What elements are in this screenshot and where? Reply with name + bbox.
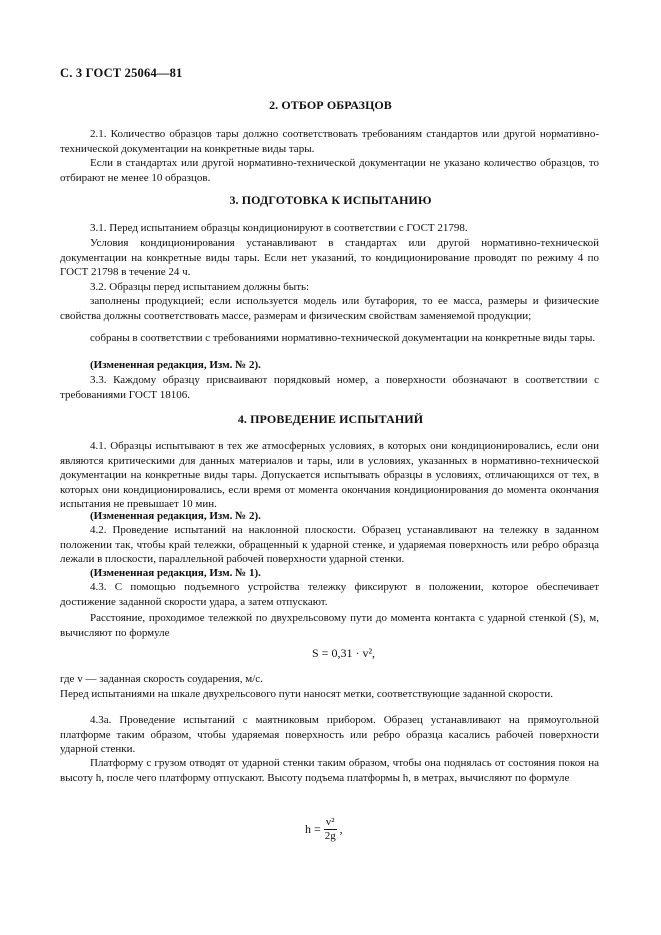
paragraph-3-3: 3.3. Каждому образцу присваивают порядковый номер, а поверхности обозначают в соответствии с требованиями ГОСТ 18106. — [60, 374, 599, 401]
paragraph-4-3: 4.3. С помощью подъемного устройства тележку фиксируют в положении, которое обеспечивает достижение заданной скорости удара, а затем отпускают. — [60, 581, 599, 608]
paragraph-3-2: 3.2. Образцы перед испытанием должны быть: — [90, 281, 310, 293]
paragraph-4-3a: 4.3а. Проведение испытаний с маятниковым прибором. Образец устанавливают на прямоугольной платформе таким образом, чтобы ударяемая поверхность или ребро образца касались рабочей поверхности ударной стенки. — [60, 714, 599, 756]
formula-distance: S = 0,31 · v², — [312, 646, 376, 660]
amendment-note-3: (Измененная редакция, Изм. № 2). — [90, 359, 261, 371]
formula-height — [305, 816, 343, 843]
section-2-title: 2. ОТБОР ОБРАЗЦОВ — [269, 98, 392, 112]
paragraph-track-marks: Перед испытаниями на шкале двухрельсового пути наносят метки, соответствующие заданной скорости. — [60, 688, 554, 700]
paragraph-3-1-conditions: Условия кондиционирования устанавливают в стандартах или другой нормативно-технической документации на конкретные виды тары. Если нет указаний, то кондиционирование проводят по режиму 4 по ГОСТ 21798 в течение 24 ч. — [60, 237, 599, 279]
paragraph-4-3a-platform: Платформу с грузом отводят от ударной стенки таким образом, чтобы она поднялась от состояния покоя на высоту h, после чего платформу отпускают. Высоту подъема платформы h, в метрах, вычисляют по формуле — [60, 757, 599, 784]
formula-height-numerator: v² — [325, 816, 335, 828]
section-4-title: 4. ПРОВЕДЕНИЕ ИСПЫТАНИЙ — [237, 412, 424, 426]
amendment-note-4-1: (Измененная редакция, Изм. № 2). — [90, 510, 261, 522]
paragraph-velocity-definition: где v — заданная скорость соударения, м/с. — [60, 673, 263, 685]
formula-height-fraction — [324, 816, 337, 843]
paragraph-3-2-filled: заполнены продукцией; если используется модель или бутафория, то ее масса, размеры и физические свойства должны соответствовать массе, размерам и физическим свойствам заменяемой продукции; — [60, 295, 599, 322]
formula-height-denominator: 2g — [324, 830, 336, 842]
paragraph-3-2-assembled: собраны в соответствии с требованиями нормативно-технической документации на конкретные виды тары. — [90, 332, 596, 344]
page-header: С. 3 ГОСТ 25064—81 — [60, 66, 183, 80]
amendment-note-4-2: (Измененная редакция, Изм. № 1). — [90, 567, 261, 579]
paragraph-4-2: 4.2. Проведение испытаний на наклонной плоскости. Образец устанавливают на тележку в заданном положении так, чтобы край тележки, обращенный к ударной стенке, и ударяемая поверхность или ребро образца лежали в плоскости, параллельной рабочей поверхности ударной стенки. — [60, 524, 599, 566]
paragraph-2-1: 2.1. Количество образцов тары должно соответствовать требованиям стандартов или другой нормативно-технической документации на конкретные виды тары. — [60, 128, 599, 155]
section-3-title: 3. ПОДГОТОВКА К ИСПЫТАНИЮ — [229, 193, 432, 207]
paragraph-4-1: 4.1. Образцы испытывают в тех же атмосферных условиях, в которых они кондиционировались, если они являются критическими для данных материалов и тары, или в условиях, указанных в нормативно-технической документации на конкретные виды тары. Допускается испытывать образцы в условиях, отличающихся от тех, в которых они кондиционировались, если время от момента окончания кондиционирования до момента окончания испытания не превышает 10 мин. — [60, 440, 599, 511]
paragraph-2-2: Если в стандартах или другой нормативно-технической документации не указано количество образцов, то отбирают не менее 10 образцов. — [60, 157, 599, 184]
paragraph-4-3-distance: Расстояние, проходимое тележкой по двухрельсовому пути до момента контакта с ударной стенкой (S), м, вычисляют по формуле — [60, 612, 599, 639]
formula-height-lhs: h = — [305, 822, 321, 836]
paragraph-3-1: 3.1. Перед испытанием образцы кондиционируют в соответствии с ГОСТ 21798. — [90, 222, 468, 234]
formula-height-tail: , — [339, 822, 343, 836]
